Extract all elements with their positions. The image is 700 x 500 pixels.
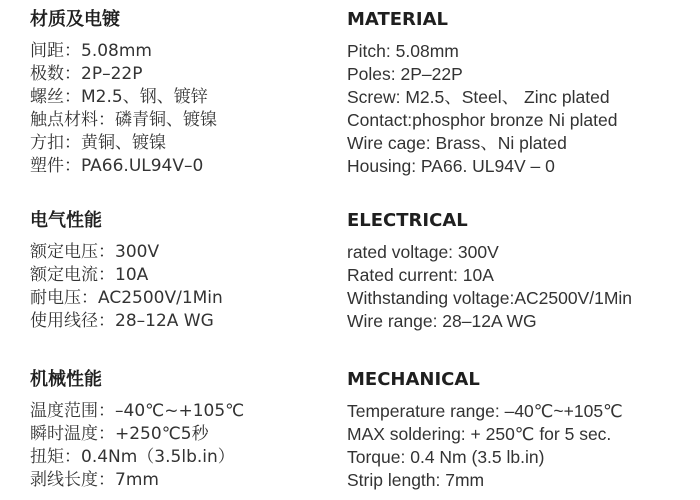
electrical-section-en xyxy=(347,209,692,333)
spec-row: 使用线径：28–12A WG xyxy=(30,311,214,331)
spec-row: Poles: 2P–22P xyxy=(347,64,463,84)
spec-row: Pitch: 5.08mm xyxy=(347,41,459,61)
spec-row: 螺丝：M2.5、钢、镀锌 xyxy=(30,87,208,107)
material-section-cn xyxy=(30,8,330,178)
spec-row: 瞬时温度：+250℃5秒 xyxy=(30,424,209,444)
spec-row: Screw: M2.5、Steel、 Zinc plated xyxy=(347,87,610,107)
spec-row: 剥线长度：7mm xyxy=(30,470,159,490)
mechanical-section-cn xyxy=(30,368,330,492)
spec-row: 额定电流：10A xyxy=(30,265,149,285)
spec-row: 额定电压：300V xyxy=(30,242,160,262)
spec-row: 温度范围：–40℃~+105℃ xyxy=(30,401,245,421)
spec-row: 极数：2P–22P xyxy=(30,64,143,84)
spec-row: Withstanding voltage:AC2500V/1Min xyxy=(347,288,633,308)
spec-row: Rated current: 10A xyxy=(347,265,494,285)
spec-row: 方扣：黄铜、镀镍 xyxy=(30,133,166,153)
section-title: 电气性能 xyxy=(30,210,102,231)
section-title: MATERIAL xyxy=(347,9,448,30)
spec-row: 塑件：PA66.UL94V–0 xyxy=(30,156,204,176)
spec-row: 扭矩：0.4Nm（3.5lb.in） xyxy=(30,447,235,467)
spec-row: MAX soldering: + 250℃ for 5 sec. xyxy=(347,424,612,444)
spec-row: Torque: 0.4 Nm (3.5 lb.in) xyxy=(347,447,545,467)
spec-row: rated voltage: 300V xyxy=(347,242,499,262)
section-title: 机械性能 xyxy=(30,369,102,390)
mechanical-section-en xyxy=(347,368,692,492)
spec-row: 触点材料：磷青铜、镀镍 xyxy=(30,110,217,130)
spec-row: 耐电压：AC2500V/1Min xyxy=(30,288,223,308)
section-title: 材质及电镀 xyxy=(30,9,120,30)
spec-row: Wire cage: Brass、Ni plated xyxy=(347,133,567,153)
electrical-section-cn xyxy=(30,209,330,333)
section-title: ELECTRICAL xyxy=(347,210,468,231)
material-section-en xyxy=(347,8,692,178)
spec-row: Contact:phosphor bronze Ni plated xyxy=(347,110,618,130)
spec-row: Temperature range: –40℃~+105℃ xyxy=(347,401,623,421)
section-title: MECHANICAL xyxy=(347,369,480,390)
spec-row: Wire range: 28–12A WG xyxy=(347,311,537,331)
spec-row: 间距：5.08mm xyxy=(30,41,152,61)
spec-row: Strip length: 7mm xyxy=(347,470,485,490)
spec-row: Housing: PA66. UL94V – 0 xyxy=(347,156,555,176)
